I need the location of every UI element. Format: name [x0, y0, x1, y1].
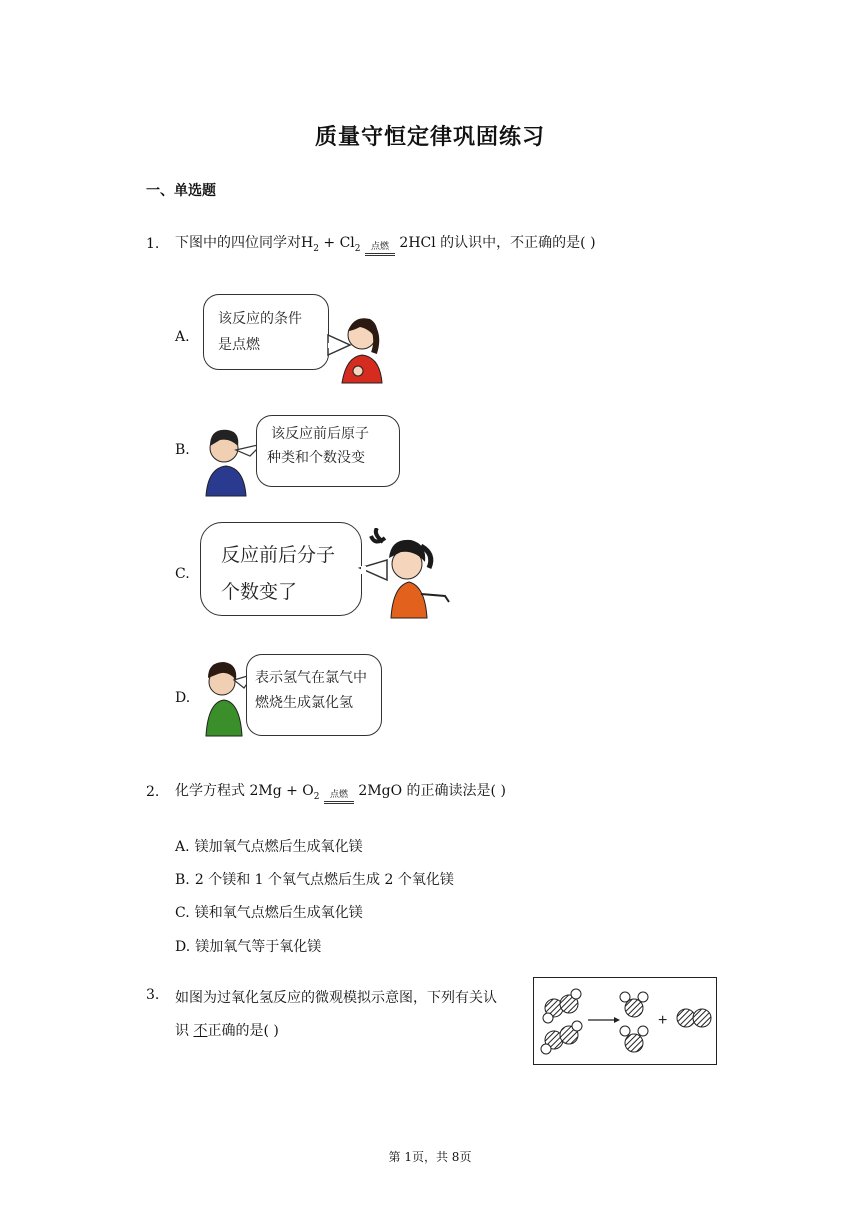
q1-stem-pre: 下图中的四位同学对H: [175, 235, 314, 251]
student-boy-b-illustration: [200, 420, 264, 498]
q1-sub-h2: 2: [313, 243, 319, 254]
option-b-letter: B.: [175, 442, 190, 458]
q2-stem-post: 2MgO 的正确读法是( ): [358, 783, 506, 799]
underlined-not: 不: [193, 1023, 208, 1039]
bubble-d-line1: 表示氢气在氯气中: [255, 670, 367, 686]
student-girl-a-illustration: [320, 305, 390, 387]
speech-bubble-c: [200, 522, 362, 616]
q2-option-b: B. 2 个镁和 1 个氧气点燃后生成 2 个氧化镁: [175, 872, 454, 888]
section-heading: 一、单选题: [146, 183, 216, 199]
question-1-stem: [175, 232, 596, 256]
bubble-b-line1: 该反应前后原子: [271, 426, 369, 442]
bubble-d-line2: 燃烧生成氯化氢: [255, 695, 353, 711]
reaction-condition-2: 点燃: [324, 791, 354, 804]
option-d-letter: D.: [175, 690, 191, 706]
speech-bubble-d: [246, 654, 382, 736]
bubble-c-line2: 个数变了: [221, 581, 298, 603]
bubble-a-line1: 该反应的条件: [218, 311, 302, 327]
molecule-model-svg: [534, 978, 716, 1064]
q2-option-d: D. 镁加氧气等于氧化镁: [175, 939, 322, 955]
option-c-letter: C.: [175, 566, 190, 582]
plus-sign: +: [658, 1012, 668, 1029]
q2-option-c: C. 镁和氧气点燃后生成氧化镁: [175, 905, 363, 921]
reaction-diagram: [533, 977, 717, 1065]
speech-bubble-a: [203, 294, 329, 370]
o2-molecule: [677, 1009, 711, 1027]
question-3-line2: 识 不正确的是( ): [175, 1023, 279, 1039]
speech-bubble-b: [256, 415, 400, 487]
question-1-number: 1.: [146, 236, 160, 252]
q2-stem-pre: 化学方程式 2Mg + O: [175, 783, 314, 799]
q1-stem-post: 2HCl 的认识中，不正确的是( ): [399, 235, 596, 251]
bubble-a-line2: 是点燃: [218, 337, 260, 353]
page-title: 质量守恒定律巩固练习: [314, 124, 545, 150]
h2o-molecule-1: [620, 992, 648, 1017]
bubble-b-line2: 种类和个数没变: [267, 450, 365, 466]
q2-option-a: A. 镁加氧气点燃后生成氧化镁: [175, 839, 363, 855]
student-girl-c-illustration: [355, 528, 455, 620]
h2o2-molecule-1: [543, 989, 581, 1023]
question-2-number: 2.: [146, 784, 160, 800]
option-a-letter: A.: [175, 329, 190, 345]
q1-stem-mid: + Cl: [318, 235, 355, 251]
question-3-number: 3.: [146, 987, 160, 1003]
question-3-line1: 如图为过氧化氢反应的微观模拟示意图，下列有关认: [175, 990, 497, 1006]
h2o2-molecule-2: [541, 1021, 582, 1054]
page-footer: 第 1页，共 8页: [388, 1150, 472, 1164]
h2o-molecule-2: [620, 1026, 648, 1052]
reaction-condition: 点燃: [365, 243, 395, 256]
bubble-c-line1: 反应前后分子: [221, 544, 336, 566]
q2-sub-o2: 2: [313, 791, 320, 802]
q1-sub-cl2: 2: [354, 243, 361, 254]
question-2-stem: [175, 780, 506, 804]
